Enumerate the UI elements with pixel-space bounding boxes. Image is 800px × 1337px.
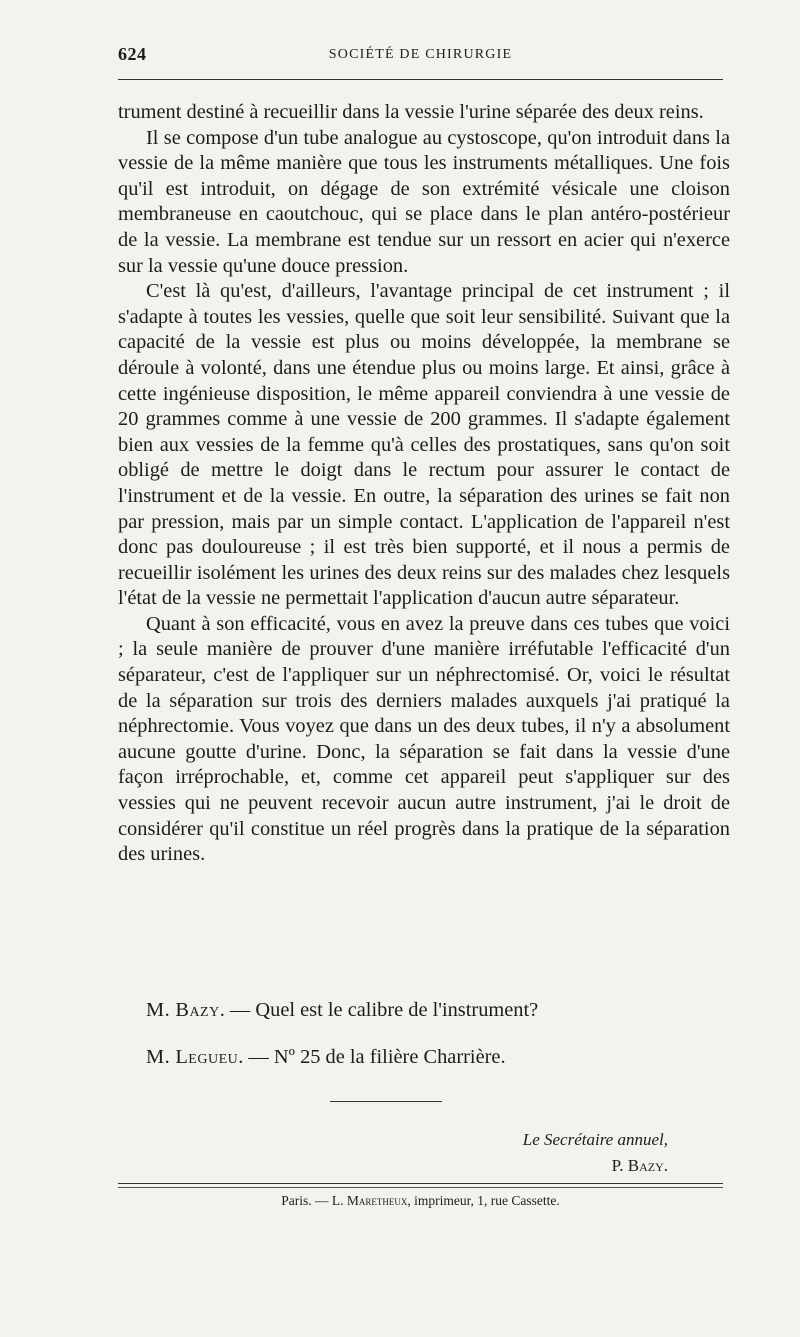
body-text (118, 100, 730, 868)
dialogue-line-legueu (146, 1045, 706, 1070)
dialogue-line-bazy (146, 998, 706, 1023)
section-end-rule (330, 1101, 442, 1102)
speaker-prefix: M. (146, 1046, 171, 1068)
signature-dot: . (663, 1156, 668, 1175)
speech-text: . — Nº 25 de la filière Charrière. (238, 1046, 506, 1068)
imprint-city: Paris. — L. (281, 1193, 344, 1208)
speaker-name: Bazy (175, 999, 220, 1021)
signature-surname: Bazy (627, 1156, 664, 1175)
running-title: SOCIÉTÉ DE CHIRURGIE (328, 47, 513, 62)
paragraph: Quant à son efficacité, vous en avez la preuve dans ces tubes que voici ; la seule manière de prouver d'une manière irréfutable l'efficacité d'un séparateur, c'est de l'appliquer sur un néphrectomisé. Or, voici le résultat de la séparation sur trois des derniers malades auxquels j'ai pratiqué la néphrectomie. Vous voyez que dans un des deux tubes, il n'y a absolument aucune goutte d'urine. Donc, la séparation se fait dans la vessie d'une façon irréprochable, et, comme cet appareil peut s'appliquer sur des vessies qui ne peuvent recevoir aucun autre instrument, j'ai le droit de considérer qu'il constitue un réel progrès dans la pratique de la séparation des urines. (118, 612, 730, 866)
footer-rule-thick (118, 1183, 723, 1184)
running-head (118, 44, 723, 70)
page-number: 624 (118, 44, 147, 64)
footer-rule-thin (118, 1187, 723, 1188)
signature-block (420, 1127, 668, 1179)
imprint-address: , imprimeur, 1, rue Cassette. (407, 1193, 560, 1208)
signature-name (420, 1153, 668, 1179)
paragraph: Il se compose d'un tube analogue au cystoscope, qu'on introduit dans la vessie de la même manière que tous les instruments métalliques. Une fois qu'il est introduit, on dégage de son extrémité vésicale une cloison membraneuse en caoutchouc, qui se place dans le plan antéro-postérieur de la vessie. La membrane est tendue sur un ressort en acier qui n'exerce sur la vessie qu'une douce pression. (118, 126, 730, 277)
signature-initial: P. (611, 1156, 624, 1175)
speaker-prefix: M. (146, 999, 171, 1021)
speaker-name: Legueu (175, 1046, 239, 1068)
paragraph: C'est là qu'est, d'ailleurs, l'avantage principal de cet instrument ; il s'adapte à toutes les vessies, quelle que soit leur sensibilité. Suivant que la capacité de la vessie est plus ou moins développée, la membrane se déroule à volonté, dans une étendue plus ou moins large. Et ainsi, grâce à cette ingénieuse disposition, le même appareil conviendra à une vessie de 20 grammes comme à une vessie de 200 grammes. Il s'adapte également bien aux vessies de la femme qu'à celles des prostatiques, sans qu'on soit obligé de mettre le doigt dans le rectum pour assurer le contact de l'instrument et de la vessie. En outre, la séparation des urines se fait non par pression, mais par un simple contact. L'application de l'appareil n'est donc pas douloureuse ; il est très bien supporté, et il nous a permis de recueillir isolément les urines des deux reins sur des malades chez lesquels l'état de la vessie ne permettait l'application d'aucun autre séparateur. (118, 280, 730, 610)
speech-text: . — Quel est le calibre de l'instrument? (219, 999, 539, 1021)
imprint-printer: Maretheux (346, 1193, 408, 1208)
paragraph-continuation: trument destiné à recueillir dans la vessie l'urine séparée des deux reins. (118, 101, 704, 123)
printer-imprint (118, 1193, 723, 1209)
signature-title: Le Secrétaire annuel, (522, 1130, 668, 1149)
header-rule (118, 79, 723, 80)
